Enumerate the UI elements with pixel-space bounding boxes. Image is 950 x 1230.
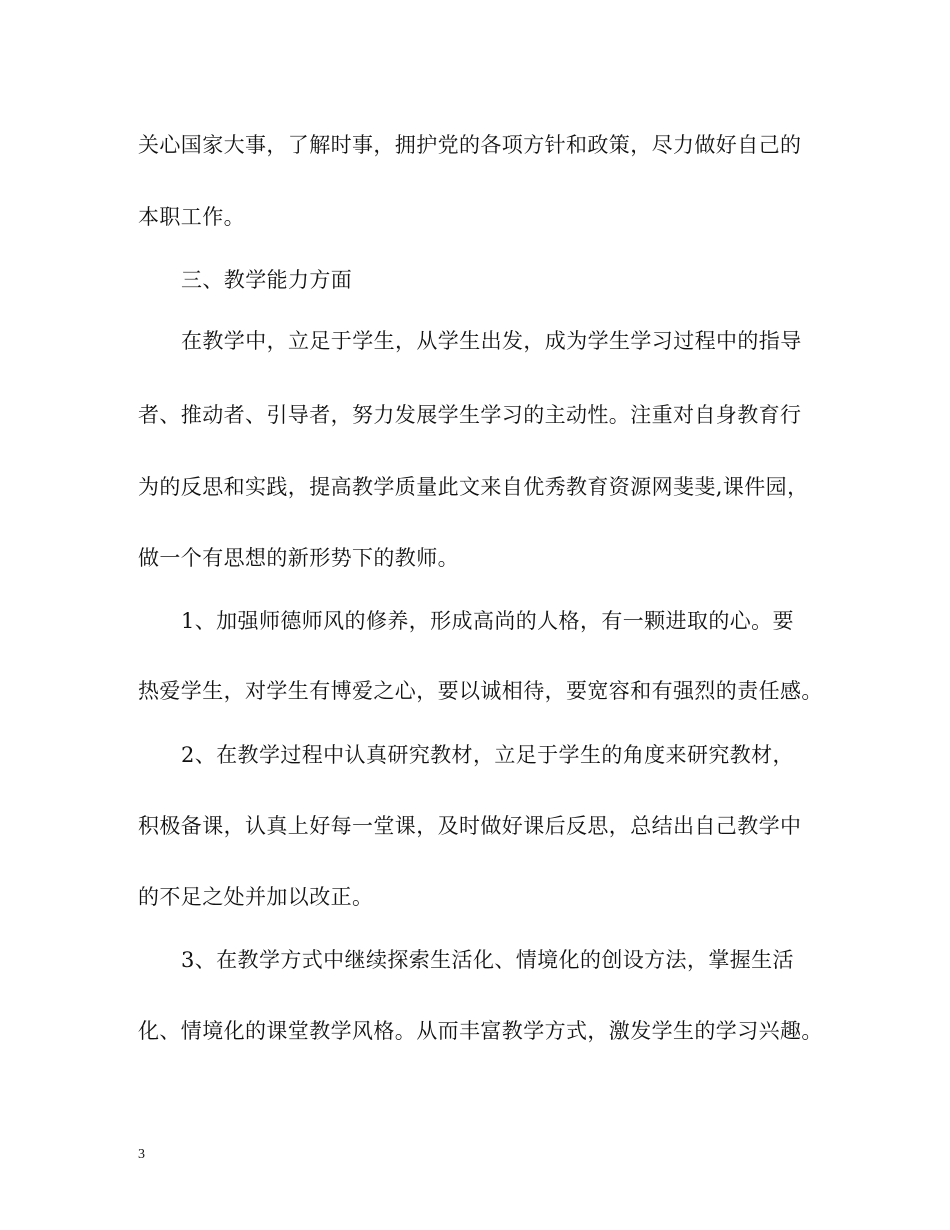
list-item: 2、在教学过程中认真研究教材，立足于学生的角度来研究教材， xyxy=(181,743,794,767)
text-line: 化、情境化的课堂教学风格。从而丰富教学方式，激发学生的学习兴趣。 xyxy=(138,1019,823,1043)
text-line: 积极备课，认真上好每一堂课，及时做好课后反思，总结出自己教学中 xyxy=(138,814,802,838)
list-item: 1、加强师德师风的修养，形成高尚的人格，有一颗进取的心。要 xyxy=(181,609,794,633)
section-heading: 三、教学能力方面 xyxy=(181,268,353,292)
text-line: 本职工作。 xyxy=(138,205,245,229)
page-number: 3 xyxy=(138,1147,145,1162)
text-line: 为的反思和实践，提高教学质量此文来自优秀教育资源网斐斐,课件园， xyxy=(138,475,809,499)
text-line: 者、推动者、引导者，努力发展学生学习的主动性。注重对自身教育行 xyxy=(138,403,802,427)
list-item: 3、在教学方式中继续探索生活化、情境化的创设方法，掌握生活 xyxy=(181,948,794,972)
text-line: 热爱学生，对学生有博爱之心，要以诚相待，要宽容和有强烈的责任感。 xyxy=(138,679,823,703)
text-line: 在教学中，立足于学生，从学生出发，成为学生学习过程中的指导 xyxy=(181,329,802,353)
text-line: 的不足之处并加以改正。 xyxy=(138,885,374,909)
text-line: 关心国家大事，了解时事，拥护党的各项方针和政策，尽力做好自己的 xyxy=(138,133,802,157)
text-line: 做一个有思想的新形势下的教师。 xyxy=(138,546,459,570)
